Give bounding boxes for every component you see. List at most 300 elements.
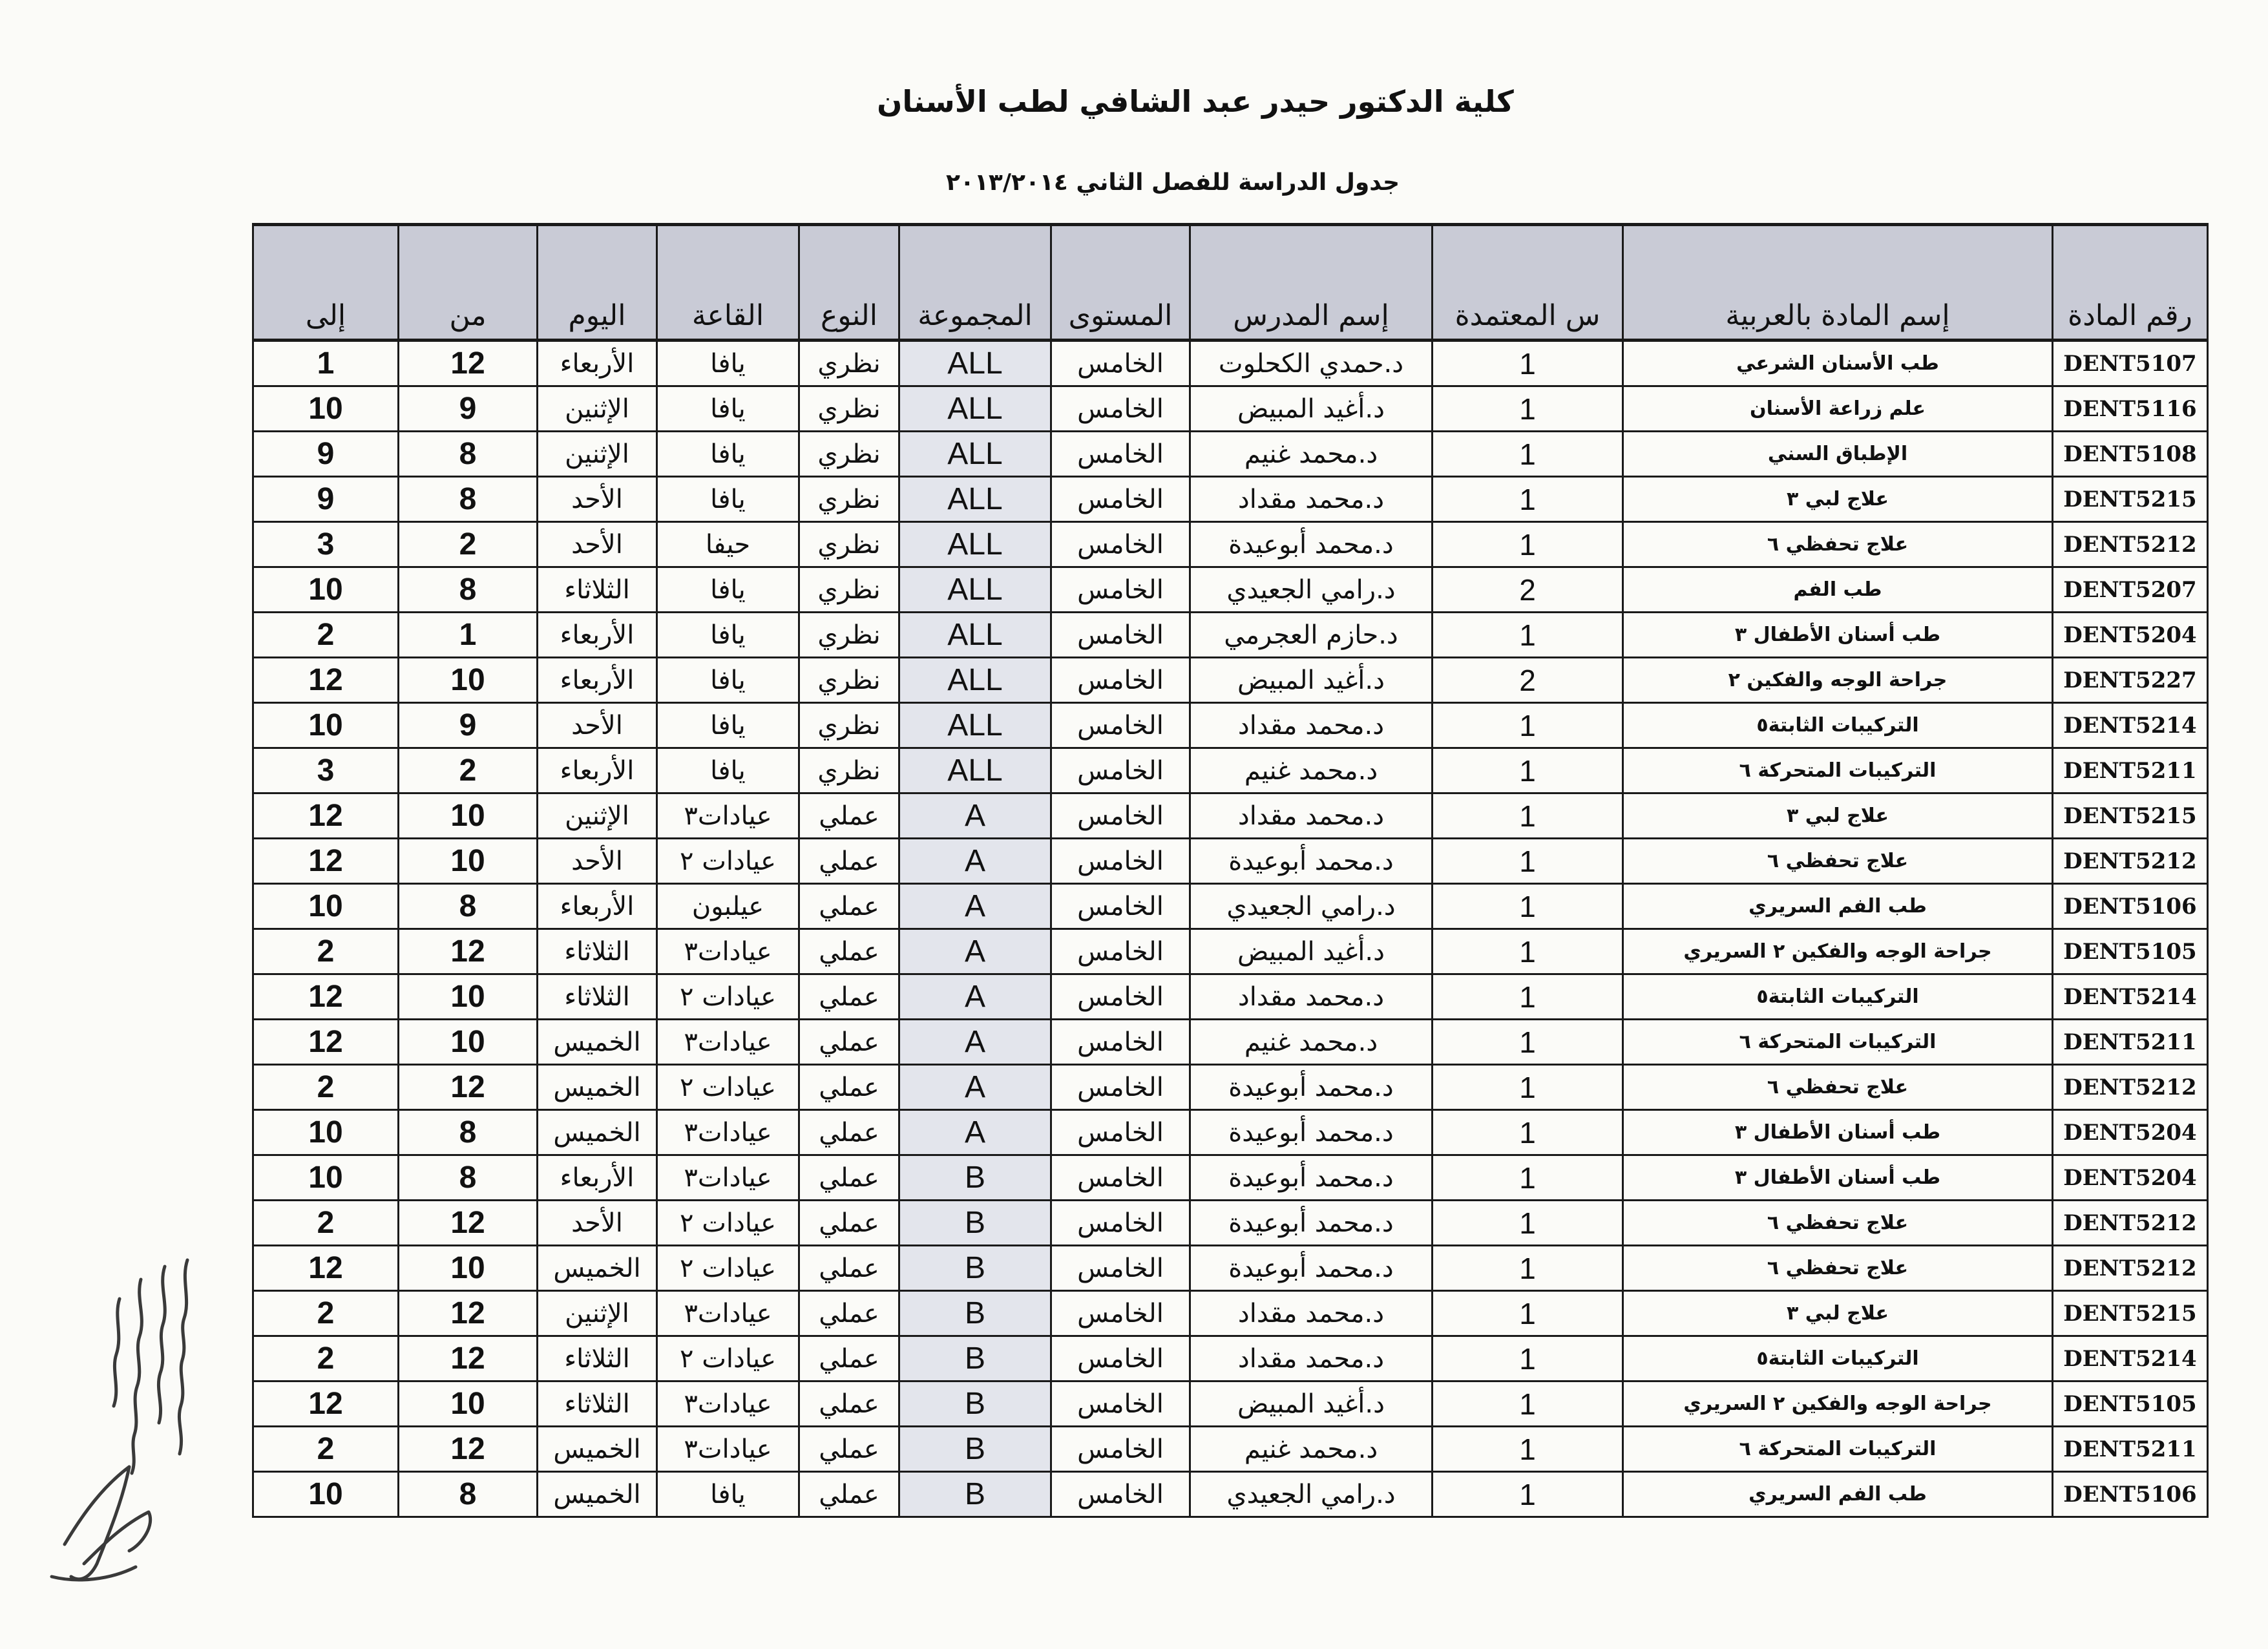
day-cell: الخميس [538,1472,657,1517]
table-row [253,839,2208,884]
table-row [253,1201,2208,1246]
type-cell: نظري [799,703,899,748]
teacher-cell: د.أغيد المبيض [1190,1381,1433,1427]
table-header [253,225,2208,341]
credit-hours-cell: 1 [1433,386,1623,432]
level-cell: الخامس [1051,839,1190,884]
teacher-cell: د.رامي الجعيدي [1190,1472,1433,1517]
level-cell: الخامس [1051,1472,1190,1517]
table-row [253,658,2208,703]
table-row [253,1336,2208,1381]
credit-hours-cell: 1 [1433,929,1623,974]
credit-hours-cell: 1 [1433,793,1623,839]
group-cell: ALL [899,386,1051,432]
type-cell: عملي [799,1427,899,1472]
teacher-cell: د.محمد غنيم [1190,1427,1433,1472]
to-time-cell: 10 [253,1110,399,1155]
level-cell: الخامس [1051,1381,1190,1427]
group-cell: A [899,884,1051,929]
header-teacher: إسم المدرس [1190,225,1433,341]
credit-hours-cell: 1 [1433,432,1623,477]
from-time-cell: 12 [399,1336,538,1381]
teacher-cell: د.محمد مقداد [1190,793,1433,839]
level-cell: الخامس [1051,793,1190,839]
credit-hours-cell: 2 [1433,567,1623,613]
table-row [253,1246,2208,1291]
group-cell: ALL [899,341,1051,386]
credit-hours-cell: 1 [1433,1472,1623,1517]
type-cell: عملي [799,974,899,1020]
table-row [253,1472,2208,1517]
from-time-cell: 12 [399,929,538,974]
level-cell: الخامس [1051,1020,1190,1065]
room-cell: يافا [657,613,799,658]
type-cell: عملي [799,929,899,974]
to-time-cell: 3 [253,748,399,793]
table-row [253,1110,2208,1155]
course-code-cell: DENT5212 [2053,839,2208,884]
day-cell: الأربعاء [538,658,657,703]
header-room: القاعة [657,225,799,341]
from-time-cell: 10 [399,658,538,703]
room-cell: عيادات٣ [657,1155,799,1201]
group-cell: ALL [899,522,1051,567]
teacher-cell: د.محمد أبوعيدة [1190,1246,1433,1291]
course-code-cell: DENT5212 [2053,1246,2208,1291]
table-row [253,1291,2208,1336]
course-code-cell: DENT5108 [2053,432,2208,477]
group-cell: ALL [899,703,1051,748]
type-cell: عملي [799,1381,899,1427]
course-code-cell: DENT5211 [2053,748,2208,793]
level-cell: الخامس [1051,974,1190,1020]
room-cell: يافا [657,658,799,703]
credit-hours-cell: 1 [1433,1427,1623,1472]
schedule-table [252,223,2209,1518]
level-cell: الخامس [1051,1336,1190,1381]
room-cell: يافا [657,477,799,522]
room-cell: عيادات٣ [657,1020,799,1065]
day-cell: الأربعاء [538,1155,657,1201]
group-cell: B [899,1155,1051,1201]
room-cell: عيادات ٢ [657,1336,799,1381]
day-cell: الخميس [538,1020,657,1065]
header-day: اليوم [538,225,657,341]
day-cell: الأربعاء [538,613,657,658]
course-code-cell: DENT5214 [2053,974,2208,1020]
credit-hours-cell: 1 [1433,1246,1623,1291]
to-time-cell: 1 [253,341,399,386]
table-body [253,341,2208,1517]
room-cell: يافا [657,386,799,432]
header-course-name: إسم المادة بالعربية [1623,225,2053,341]
day-cell: الإثنين [538,432,657,477]
credit-hours-cell: 1 [1433,1336,1623,1381]
day-cell: الإثنين [538,386,657,432]
course-name-cell: علاج تحفظي ٦ [1623,1246,2053,1291]
table-row [253,1065,2208,1110]
table-row [253,1381,2208,1427]
to-time-cell: 2 [253,1427,399,1472]
to-time-cell: 10 [253,1472,399,1517]
credit-hours-cell: 1 [1433,1155,1623,1201]
group-cell: B [899,1427,1051,1472]
group-cell: ALL [899,477,1051,522]
room-cell: يافا [657,567,799,613]
page-title: كلية الدكتور حيدر عبد الشافي لطب الأسنان [877,84,1514,119]
day-cell: الأحد [538,839,657,884]
course-code-cell: DENT5204 [2053,1110,2208,1155]
teacher-cell: د.محمد مقداد [1190,974,1433,1020]
course-name-cell: التركيبات المتحركة ٦ [1623,748,2053,793]
course-name-cell: طب الفم [1623,567,2053,613]
type-cell: عملي [799,793,899,839]
credit-hours-cell: 1 [1433,974,1623,1020]
day-cell: الخميس [538,1246,657,1291]
group-cell: ALL [899,748,1051,793]
level-cell: الخامس [1051,613,1190,658]
course-name-cell: علم زراعة الأسنان [1623,386,2053,432]
type-cell: نظري [799,341,899,386]
room-cell: عيادات ٢ [657,1201,799,1246]
to-time-cell: 12 [253,1020,399,1065]
type-cell: عملي [799,839,899,884]
room-cell: عيلبون [657,884,799,929]
table-row [253,974,2208,1020]
to-time-cell: 10 [253,567,399,613]
to-time-cell: 12 [253,1381,399,1427]
group-cell: A [899,1020,1051,1065]
course-code-cell: DENT5215 [2053,477,2208,522]
from-time-cell: 12 [399,1427,538,1472]
table-row [253,386,2208,432]
credit-hours-cell: 1 [1433,613,1623,658]
group-cell: A [899,1110,1051,1155]
teacher-cell: د.أغيد المبيض [1190,929,1433,974]
to-time-cell: 10 [253,1155,399,1201]
course-code-cell: DENT5107 [2053,341,2208,386]
teacher-cell: د.رامي الجعيدي [1190,567,1433,613]
to-time-cell: 2 [253,1336,399,1381]
day-cell: الثلاثاء [538,974,657,1020]
table-row [253,613,2208,658]
header-level: المستوى [1051,225,1190,341]
table-row [253,884,2208,929]
day-cell: الأحد [538,477,657,522]
course-code-cell: DENT5211 [2053,1020,2208,1065]
day-cell: الأربعاء [538,748,657,793]
course-code-cell: DENT5116 [2053,386,2208,432]
course-name-cell: الإطباق السني [1623,432,2053,477]
course-name-cell: طب الفم السريري [1623,1472,2053,1517]
level-cell: الخامس [1051,1291,1190,1336]
room-cell: يافا [657,432,799,477]
course-name-cell: طب أسنان الأطفال ٣ [1623,613,2053,658]
day-cell: الخميس [538,1427,657,1472]
course-name-cell: التركيبات الثابتة٥ [1623,703,2053,748]
table-row [253,1155,2208,1201]
group-cell: A [899,1065,1051,1110]
credit-hours-cell: 1 [1433,522,1623,567]
course-name-cell: علاج لبي ٣ [1623,477,2053,522]
teacher-cell: د.حمدي الكحلوت [1190,341,1433,386]
from-time-cell: 8 [399,1155,538,1201]
room-cell: عيادات٣ [657,1291,799,1336]
table-row [253,748,2208,793]
teacher-cell: د.حازم العجرمي [1190,613,1433,658]
course-code-cell: DENT5106 [2053,884,2208,929]
room-cell: عيادات ٢ [657,1065,799,1110]
from-time-cell: 8 [399,477,538,522]
course-name-cell: طب الفم السريري [1623,884,2053,929]
course-code-cell: DENT5105 [2053,929,2208,974]
to-time-cell: 12 [253,974,399,1020]
course-code-cell: DENT5215 [2053,793,2208,839]
group-cell: ALL [899,432,1051,477]
to-time-cell: 12 [253,658,399,703]
teacher-cell: د.محمد أبوعيدة [1190,1065,1433,1110]
header-row [253,225,2208,341]
type-cell: نظري [799,658,899,703]
course-code-cell: DENT5105 [2053,1381,2208,1427]
to-time-cell: 12 [253,1246,399,1291]
to-time-cell: 2 [253,613,399,658]
credit-hours-cell: 1 [1433,748,1623,793]
table-row [253,477,2208,522]
type-cell: نظري [799,748,899,793]
to-time-cell: 9 [253,477,399,522]
day-cell: الأحد [538,703,657,748]
from-time-cell: 10 [399,1381,538,1427]
type-cell: عملي [799,1065,899,1110]
level-cell: الخامس [1051,477,1190,522]
day-cell: الأربعاء [538,341,657,386]
teacher-cell: د.رامي الجعيدي [1190,884,1433,929]
room-cell: يافا [657,341,799,386]
room-cell: عيادات ٢ [657,1246,799,1291]
room-cell: حيفا [657,522,799,567]
to-time-cell: 2 [253,1201,399,1246]
from-time-cell: 12 [399,1291,538,1336]
teacher-cell: د.محمد غنيم [1190,432,1433,477]
credit-hours-cell: 1 [1433,1201,1623,1246]
course-code-cell: DENT5204 [2053,1155,2208,1201]
room-cell: يافا [657,703,799,748]
credit-hours-cell: 1 [1433,341,1623,386]
to-time-cell: 2 [253,1291,399,1336]
course-code-cell: DENT5204 [2053,613,2208,658]
level-cell: الخامس [1051,1246,1190,1291]
type-cell: عملي [799,1155,899,1201]
table-row [253,567,2208,613]
teacher-cell: د.محمد مقداد [1190,1291,1433,1336]
group-cell: B [899,1381,1051,1427]
course-code-cell: DENT5214 [2053,703,2208,748]
course-code-cell: DENT5106 [2053,1472,2208,1517]
from-time-cell: 9 [399,703,538,748]
level-cell: الخامس [1051,703,1190,748]
to-time-cell: 2 [253,1065,399,1110]
room-cell: عيادات ٢ [657,974,799,1020]
course-name-cell: طب أسنان الأطفال ٣ [1623,1155,2053,1201]
to-time-cell: 12 [253,793,399,839]
from-time-cell: 8 [399,567,538,613]
level-cell: الخامس [1051,929,1190,974]
course-name-cell: علاج تحفظي ٦ [1623,522,2053,567]
level-cell: الخامس [1051,1427,1190,1472]
day-cell: الخميس [538,1110,657,1155]
from-time-cell: 10 [399,974,538,1020]
course-name-cell: جراحة الوجه والفكين ٢ السريري [1623,929,2053,974]
type-cell: عملي [799,884,899,929]
group-cell: A [899,793,1051,839]
room-cell: عيادات٣ [657,1381,799,1427]
course-name-cell: طب أسنان الأطفال ٣ [1623,1110,2053,1155]
day-cell: الثلاثاء [538,1381,657,1427]
room-cell: عيادات٣ [657,1427,799,1472]
to-time-cell: 9 [253,432,399,477]
type-cell: نظري [799,386,899,432]
course-code-cell: DENT5211 [2053,1427,2208,1472]
course-name-cell: جراحة الوجه والفكين ٢ السريري [1623,1381,2053,1427]
teacher-cell: د.محمد أبوعيدة [1190,1110,1433,1155]
level-cell: الخامس [1051,522,1190,567]
type-cell: عملي [799,1246,899,1291]
course-name-cell: التركيبات المتحركة ٦ [1623,1020,2053,1065]
group-cell: A [899,839,1051,884]
day-cell: الأحد [538,522,657,567]
course-name-cell: التركيبات الثابتة٥ [1623,974,2053,1020]
header-group: المجموعة [899,225,1051,341]
group-cell: B [899,1291,1051,1336]
course-name-cell: علاج لبي ٣ [1623,1291,2053,1336]
group-cell: A [899,974,1051,1020]
to-time-cell: 2 [253,929,399,974]
to-time-cell: 10 [253,703,399,748]
type-cell: نظري [799,567,899,613]
course-code-cell: DENT5212 [2053,522,2208,567]
room-cell: عيادات٣ [657,929,799,974]
day-cell: الإثنين [538,793,657,839]
from-time-cell: 1 [399,613,538,658]
teacher-cell: د.محمد مقداد [1190,1336,1433,1381]
table-row [253,522,2208,567]
level-cell: الخامس [1051,1065,1190,1110]
group-cell: ALL [899,567,1051,613]
course-name-cell: علاج تحفظي ٦ [1623,1201,2053,1246]
table-row [253,1427,2208,1472]
group-cell: ALL [899,613,1051,658]
page-subtitle: جدول الدراسة للفصل الثاني ٢٠١٣/٢٠١٤ [945,169,1400,196]
type-cell: عملي [799,1201,899,1246]
day-cell: الثلاثاء [538,567,657,613]
level-cell: الخامس [1051,1155,1190,1201]
course-code-cell: DENT5214 [2053,1336,2208,1381]
header-type: النوع [799,225,899,341]
from-time-cell: 8 [399,884,538,929]
type-cell: نظري [799,613,899,658]
to-time-cell: 12 [253,839,399,884]
teacher-cell: د.محمد غنيم [1190,748,1433,793]
credit-hours-cell: 1 [1433,1291,1623,1336]
from-time-cell: 2 [399,522,538,567]
credit-hours-cell: 1 [1433,1065,1623,1110]
from-time-cell: 8 [399,1110,538,1155]
room-cell: يافا [657,1472,799,1517]
table-row [253,793,2208,839]
day-cell: الخميس [538,1065,657,1110]
type-cell: نظري [799,432,899,477]
type-cell: نظري [799,522,899,567]
credit-hours-cell: 1 [1433,839,1623,884]
day-cell: الأربعاء [538,884,657,929]
level-cell: الخامس [1051,432,1190,477]
level-cell: الخامس [1051,748,1190,793]
type-cell: عملي [799,1291,899,1336]
room-cell: يافا [657,748,799,793]
signature-stamp [26,1241,233,1602]
teacher-cell: د.أغيد المبيض [1190,386,1433,432]
teacher-cell: د.محمد أبوعيدة [1190,839,1433,884]
header-to: إلى [253,225,399,341]
type-cell: عملي [799,1020,899,1065]
course-code-cell: DENT5215 [2053,1291,2208,1336]
from-time-cell: 12 [399,341,538,386]
room-cell: عيادات٣ [657,793,799,839]
teacher-cell: د.أغيد المبيض [1190,658,1433,703]
level-cell: الخامس [1051,1110,1190,1155]
header-course-code: رقم المادة [2053,225,2208,341]
from-time-cell: 10 [399,839,538,884]
to-time-cell: 10 [253,884,399,929]
day-cell: الثلاثاء [538,1336,657,1381]
group-cell: ALL [899,658,1051,703]
from-time-cell: 10 [399,1020,538,1065]
day-cell: الثلاثاء [538,929,657,974]
group-cell: A [899,929,1051,974]
teacher-cell: د.محمد مقداد [1190,477,1433,522]
credit-hours-cell: 1 [1433,477,1623,522]
from-time-cell: 8 [399,432,538,477]
course-code-cell: DENT5227 [2053,658,2208,703]
level-cell: الخامس [1051,1201,1190,1246]
level-cell: الخامس [1051,341,1190,386]
course-code-cell: DENT5212 [2053,1201,2208,1246]
course-name-cell: علاج تحفظي ٦ [1623,839,2053,884]
group-cell: B [899,1246,1051,1291]
course-name-cell: علاج تحفظي ٦ [1623,1065,2053,1110]
course-name-cell: جراحة الوجه والفكين ٢ [1623,658,2053,703]
from-time-cell: 12 [399,1065,538,1110]
level-cell: الخامس [1051,567,1190,613]
course-name-cell: طب الأسنان الشرعي [1623,341,2053,386]
table-row [253,703,2208,748]
from-time-cell: 10 [399,793,538,839]
room-cell: عيادات ٢ [657,839,799,884]
to-time-cell: 3 [253,522,399,567]
course-name-cell: التركيبات الثابتة٥ [1623,1336,2053,1381]
type-cell: عملي [799,1336,899,1381]
table-row [253,341,2208,386]
from-time-cell: 8 [399,1472,538,1517]
teacher-cell: د.محمد أبوعيدة [1190,522,1433,567]
course-name-cell: التركيبات المتحركة ٦ [1623,1427,2053,1472]
from-time-cell: 2 [399,748,538,793]
table-row [253,432,2208,477]
day-cell: الإثنين [538,1291,657,1336]
teacher-cell: د.محمد أبوعيدة [1190,1201,1433,1246]
from-time-cell: 9 [399,386,538,432]
